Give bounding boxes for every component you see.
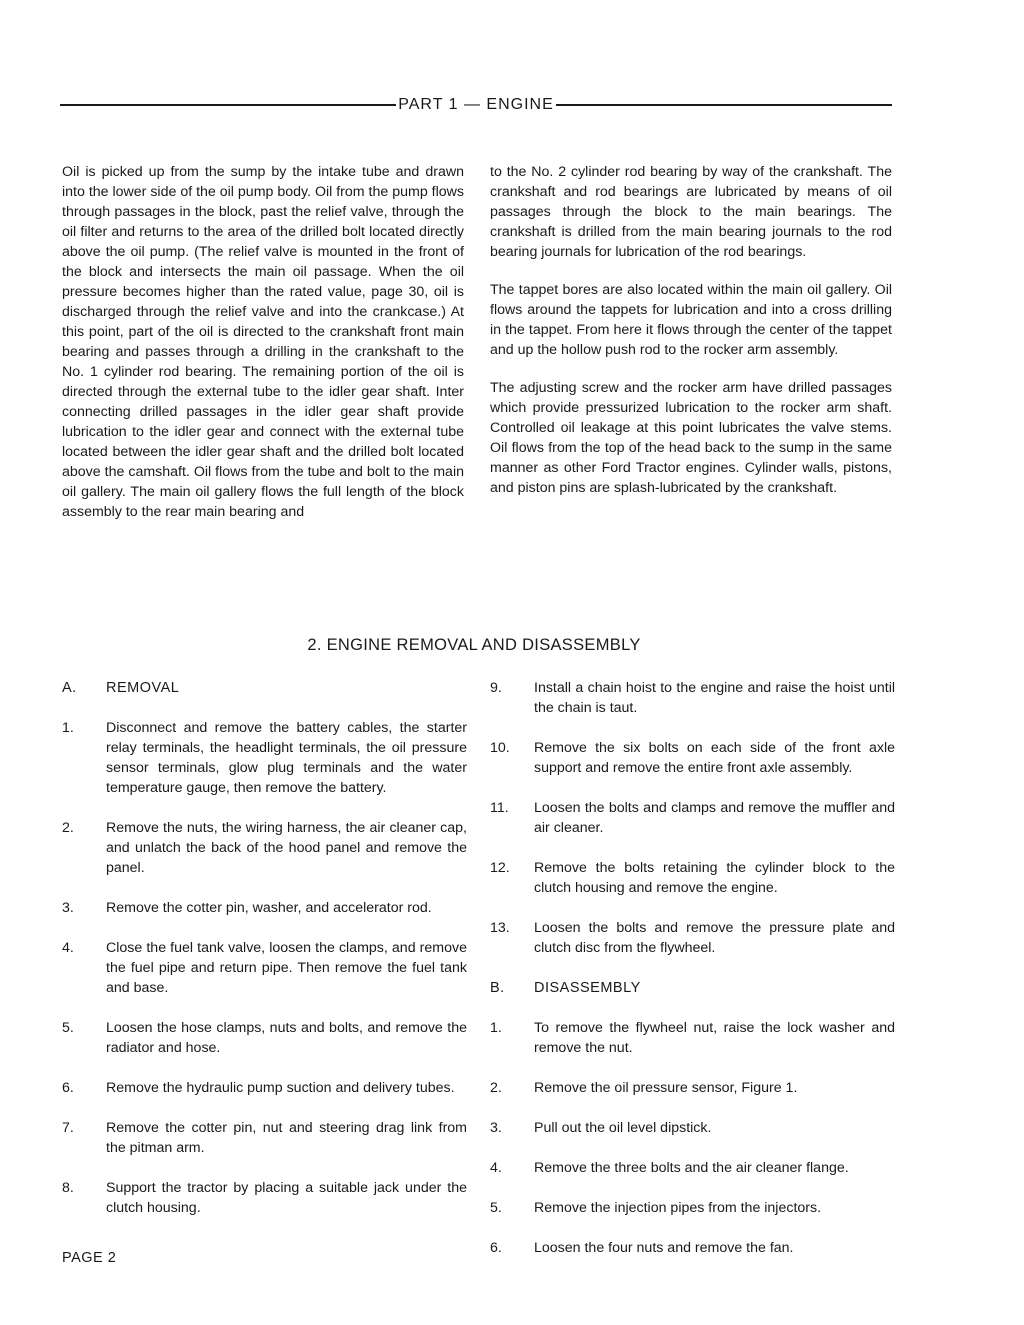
item-number: 8. <box>62 1180 74 1196</box>
item-text: Remove the cotter pin, washer, and accelerator rod. <box>106 900 432 916</box>
list-item <box>490 798 895 838</box>
list-item <box>62 718 467 798</box>
disassembly-letter: B. <box>490 980 505 996</box>
list-item <box>62 898 467 918</box>
item-number: 5. <box>490 1200 502 1216</box>
item-text: Support the tractor by placing a suitable jack under the clutch housing. <box>106 1180 467 1216</box>
intro-paragraph-1: Oil is picked up from the sump by the intake tube and drawn into the lower side of the oil pump body. Oil from the pump flows through passages in the block, past the relief valve, through the oil filter and returns to the area of the drilled bolt located directly above the oil pump. (The relief valve is mounted in the front of the block and intersects the main oil passage. When the oil pressure becomes higher than the rated value, page 30, oil is discharged through the relief valve and into the crankcase.) At this point, part of the oil is directed to the crankshaft front main bearing and passes through a drilling in the crankshaft to the No. 1 cylinder rod bearing. The remaining portion of the oil is directed through the external tube to the idler gear shaft. Inter connecting drilled passages in the idler gear shaft provide lubrication to the idler gear and connect with the external tube located between the idler gear shaft and the drilled bolt located above the camshaft. Oil flows from the tube and bolt to the main oil gallery. The main oil gallery flows the full length of the block assembly to the rear main bearing and <box>62 164 464 520</box>
header-title: PART 1 — ENGINE <box>398 96 554 113</box>
item-text: Loosen the bolts and clamps and remove the muffler and air cleaner. <box>534 800 895 836</box>
list-item <box>490 1238 895 1258</box>
item-number: 2. <box>490 1080 502 1096</box>
removal-heading-text: REMOVAL <box>106 680 180 696</box>
item-number: 5. <box>62 1020 74 1036</box>
list-item <box>490 1018 895 1058</box>
item-number: 1. <box>490 1020 502 1036</box>
list-item <box>490 738 895 778</box>
list-item <box>490 858 895 898</box>
intro-paragraph-4: The adjusting screw and the rocker arm have drilled passages which provide pressurized lubrication to the rocker arm shaft. Controlled oil leakage at this point lubricates the valve stems. Oil flows from the top of the head back to the sump in the same manner as other Ford Tractor engines. Cylinder walls, pistons, and piston pins are splash-lubricated by the crankshaft. <box>490 380 892 496</box>
item-text: Pull out the oil level dipstick. <box>534 1120 712 1136</box>
item-number: 3. <box>490 1120 502 1136</box>
item-text: Remove the hydraulic pump suction and delivery tubes. <box>106 1080 455 1096</box>
item-number: 13. <box>490 920 510 936</box>
item-number: 12. <box>490 860 510 876</box>
item-text: Remove the bolts retaining the cylinder block to the clutch housing and remove the engine. <box>534 860 895 896</box>
item-text: Loosen the four nuts and remove the fan. <box>534 1240 794 1256</box>
item-text: Remove the cotter pin, nut and steering drag link from the pitman arm. <box>106 1120 467 1156</box>
item-number: 6. <box>62 1080 74 1096</box>
removal-list-left <box>62 678 467 1238</box>
list-item <box>490 1118 895 1138</box>
item-number: 10. <box>490 740 510 756</box>
item-number: 9. <box>490 680 502 696</box>
list-item <box>62 1118 467 1158</box>
item-number: 4. <box>62 940 74 956</box>
removal-list-right <box>490 678 895 1278</box>
item-text: Close the fuel tank valve, loosen the clamps, and remove the fuel pipe and return pipe. Then remove the fuel tank and base. <box>106 940 467 996</box>
item-text: Loosen the hose clamps, nuts and bolts, and remove the radiator and hose. <box>106 1020 467 1056</box>
removal-heading <box>62 678 467 698</box>
item-number: 2. <box>62 820 74 836</box>
section-title: 2. ENGINE REMOVAL AND DISASSEMBLY <box>307 636 641 654</box>
disassembly-heading <box>490 978 895 998</box>
item-text: Remove the three bolts and the air cleaner flange. <box>534 1160 849 1176</box>
list-item <box>62 1078 467 1098</box>
page-number: PAGE 2 <box>62 1250 117 1266</box>
item-text: Disconnect and remove the battery cables, the starter relay terminals, the headlight terminals, the oil pressure sensor terminals, glow plug terminals and the water temperature gauge, then remove the battery. <box>106 720 467 796</box>
list-item <box>490 1158 895 1178</box>
removal-letter: A. <box>62 680 77 696</box>
list-item <box>62 938 467 998</box>
list-item <box>62 1018 467 1058</box>
header-rule-left <box>60 104 396 106</box>
item-number: 7. <box>62 1120 74 1136</box>
item-number: 6. <box>490 1240 502 1256</box>
disassembly-heading-text: DISASSEMBLY <box>534 980 641 996</box>
item-text: Remove the oil pressure sensor, Figure 1. <box>534 1080 798 1096</box>
list-item <box>490 1198 895 1218</box>
item-text: Install a chain hoist to the engine and raise the hoist until the chain is taut. <box>534 680 895 716</box>
item-text: To remove the flywheel nut, raise the lock washer and remove the nut. <box>534 1020 895 1056</box>
list-item <box>490 918 895 958</box>
item-number: 4. <box>490 1160 502 1176</box>
intro-paragraph-2: to the No. 2 cylinder rod bearing by way of the crankshaft. The crankshaft and rod bearings are lubricated by means of oil passages through the block to the main bearings. The crankshaft is drilled from the main bearing journals to the rod bearing journals for lubrication of the rod bearings. <box>490 164 892 260</box>
list-item <box>490 678 895 718</box>
item-number: 11. <box>490 800 509 816</box>
intro-column-right <box>490 162 892 516</box>
intro-column-left <box>62 162 464 540</box>
item-text: Loosen the bolts and remove the pressure plate and clutch disc from the flywheel. <box>534 920 895 956</box>
intro-paragraph-3: The tappet bores are also located within the main oil gallery. Oil flows around the tappets for lubrication and into a cross drilling in the tappet. From here it flows through the center of the tappet and up the hollow push rod to the rocker arm assembly. <box>490 282 892 358</box>
item-text: Remove the injection pipes from the injectors. <box>534 1200 822 1216</box>
item-text: Remove the nuts, the wiring harness, the air cleaner cap, and unlatch the back of the hood panel and remove the panel. <box>106 820 467 876</box>
item-number: 3. <box>62 900 74 916</box>
list-item <box>62 1178 467 1218</box>
page-header <box>60 94 892 116</box>
list-item <box>490 1078 895 1098</box>
header-rule-right <box>556 104 892 106</box>
list-item <box>62 818 467 878</box>
item-text: Remove the six bolts on each side of the front axle support and remove the entire front axle assembly. <box>534 740 895 776</box>
item-number: 1. <box>62 720 74 736</box>
